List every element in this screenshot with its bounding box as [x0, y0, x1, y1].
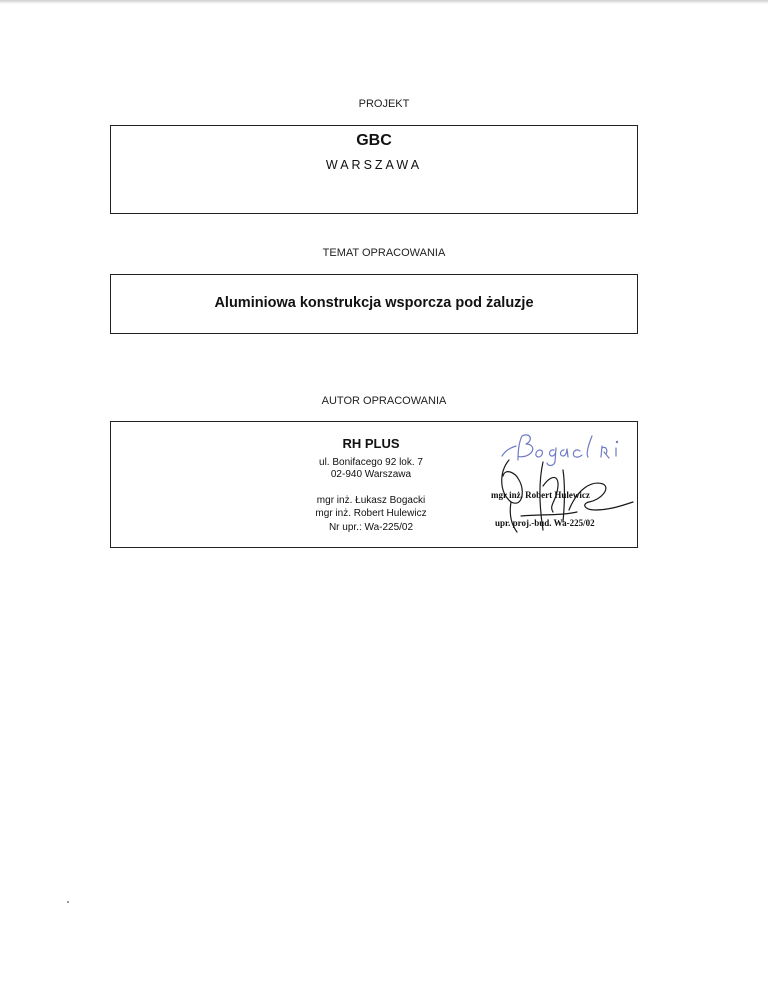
project-label: PROJEKT	[358, 98, 410, 110]
stamp-name-line: mgr inż. Robert Hulewicz	[491, 490, 590, 500]
stamp-license-line: upr. proj.-bud. Wa-225/02	[495, 518, 595, 528]
author-license: Nr upr.: Wa-225/02	[328, 522, 414, 533]
author-person2: mgr inż. Robert Hulewicz	[315, 508, 427, 519]
project-title: GBC	[356, 132, 392, 149]
scan-edge	[0, 0, 768, 4]
author-label: AUTOR OPRACOWANIA	[321, 395, 447, 407]
topic-box	[110, 274, 638, 334]
topic-label: TEMAT OPRACOWANIA	[322, 247, 446, 259]
author-person1: mgr inż. Łukasz Bogacki	[316, 495, 426, 506]
project-subtitle: WARSZAWA	[325, 158, 423, 172]
author-box	[110, 421, 638, 548]
author-company: RH PLUS	[342, 436, 400, 451]
author-address-line2: 02-940 Warszawa	[330, 469, 412, 480]
author-address-line1: ul. Bonifacego 92 lok. 7	[319, 457, 423, 468]
topic-title: Aluminiowa konstrukcja wsporcza pod żaluzje	[214, 295, 534, 311]
scan-speck	[67, 901, 69, 903]
project-box	[110, 125, 638, 214]
